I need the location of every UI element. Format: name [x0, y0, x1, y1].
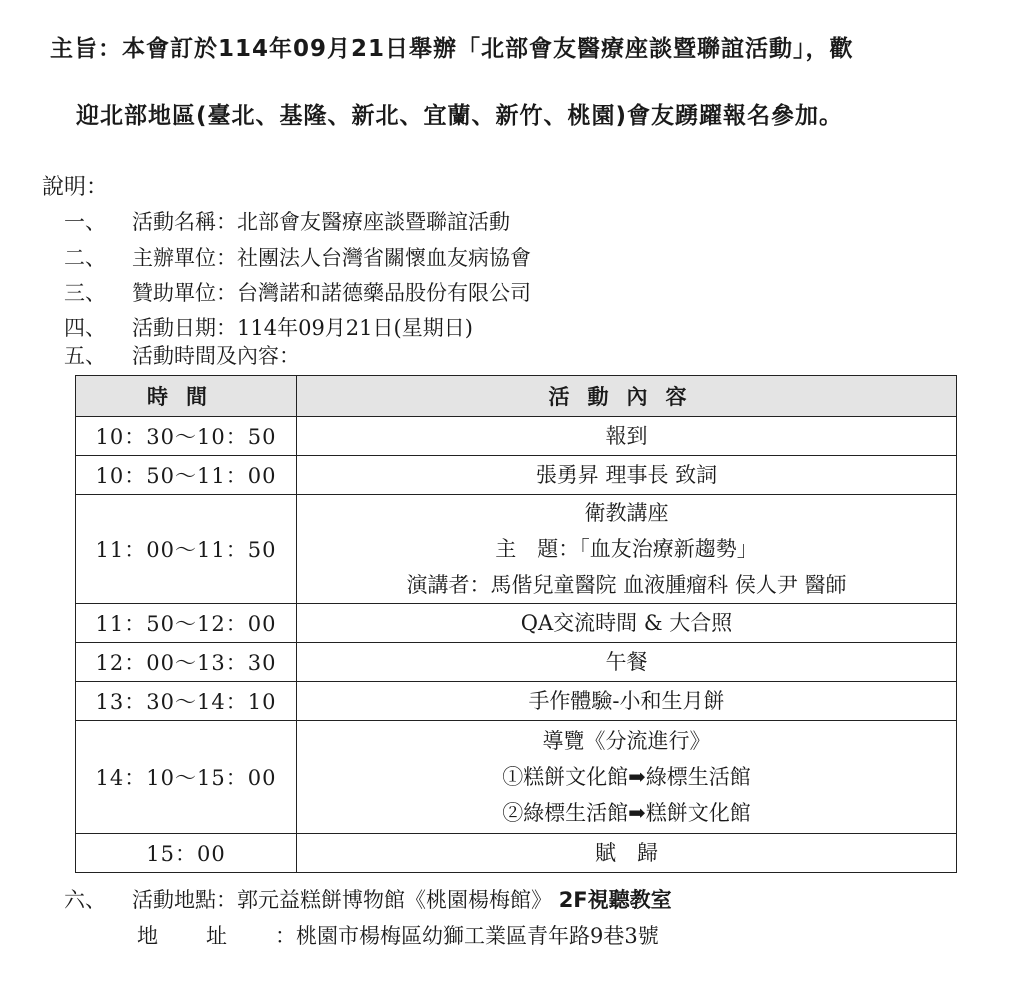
row-content	[297, 417, 957, 456]
address-label: 地址	[137, 924, 275, 948]
content-line: ②綠標生活館➡糕餅文化館	[502, 801, 751, 825]
row-content	[297, 721, 957, 834]
row-content	[297, 456, 957, 495]
row-content	[297, 834, 957, 873]
explanation-item-5	[64, 340, 300, 370]
item-number: 三、	[64, 281, 106, 305]
content-line: 衛教講座	[584, 501, 669, 525]
table-row	[76, 834, 957, 873]
item-number: 五、	[64, 344, 106, 368]
row-time: 10：50～11：00	[76, 456, 297, 495]
schedule-header-row	[76, 376, 957, 417]
item-number: 四、	[64, 316, 106, 340]
explanation-item-4	[64, 312, 473, 342]
content-line: 張勇昇 理事長 致詞	[535, 463, 718, 487]
row-time: 13：30～14：10	[76, 682, 297, 721]
content-line: 報到	[605, 424, 648, 448]
item-text: 活動時間及內容：	[132, 344, 300, 368]
explanation-item-2	[64, 242, 531, 272]
content-line: QA交流時間 & 大合照	[520, 611, 733, 635]
row-content	[297, 682, 957, 721]
item-text: 活動名稱：北部會友醫療座談暨聯誼活動	[132, 210, 510, 234]
table-row	[76, 456, 957, 495]
subject-line-2: 迎北部地區(臺北、基隆、新北、宜蘭、新竹、桃園)會友踴躍報名參加。	[76, 103, 844, 129]
item-number: 六、	[64, 888, 106, 912]
row-time: 10：30～10：50	[76, 417, 297, 456]
row-time: 11：00～11：50	[76, 495, 297, 604]
content-line: 賦 歸	[595, 841, 658, 865]
explanation-item-3	[64, 277, 531, 307]
row-content	[297, 643, 957, 682]
content-line: 演講者：馬偕兒童醫院 血液腫瘤科 侯人尹 醫師	[406, 573, 847, 597]
content-line: 午餐	[605, 650, 648, 674]
location-item	[64, 884, 672, 914]
row-time: 11：50～12：00	[76, 604, 297, 643]
location-label: 活動地點：郭元益糕餅博物館《桃園楊梅館》	[132, 888, 552, 912]
item-text: 主辦單位：社團法人台灣省關懷血友病協會	[132, 246, 531, 270]
content-line: ①糕餅文化館➡綠標生活館	[502, 765, 751, 789]
header-content: 活動內容	[297, 376, 957, 417]
table-row	[76, 417, 957, 456]
table-row	[76, 682, 957, 721]
row-time: 15：00	[76, 834, 297, 873]
item-number: 一、	[64, 210, 106, 234]
item-text: 贊助單位：台灣諾和諾德藥品股份有限公司	[132, 281, 531, 305]
item-text: 活動日期：114年09月21日(星期日)	[132, 316, 473, 340]
row-content	[297, 604, 957, 643]
explanation-item-1	[64, 206, 510, 236]
header-time: 時間	[76, 376, 297, 417]
subject-line-1: 主旨：本會訂於114年09月21日舉辦「北部會友醫療座談暨聯誼活動」，歡	[50, 36, 854, 62]
item-number: 二、	[64, 246, 106, 270]
address-text: ：桃園市楊梅區幼獅工業區青年路9巷3號	[275, 924, 659, 948]
explanation-heading: 說明：	[42, 175, 109, 200]
row-content	[297, 495, 957, 604]
table-row	[76, 495, 957, 604]
table-row	[76, 721, 957, 834]
row-time: 14：10～15：00	[76, 721, 297, 834]
table-row	[76, 604, 957, 643]
table-row	[76, 643, 957, 682]
row-time: 12：00～13：30	[76, 643, 297, 682]
content-line: 主 題：「血友治療新趨勢」	[495, 537, 758, 561]
content-line: 手作體驗-小和生月餅	[528, 689, 725, 713]
address-item	[137, 920, 659, 950]
location-room: 2F視聽教室	[558, 888, 672, 912]
schedule-table	[75, 375, 957, 873]
content-line: 導覽《分流進行》	[542, 729, 711, 753]
